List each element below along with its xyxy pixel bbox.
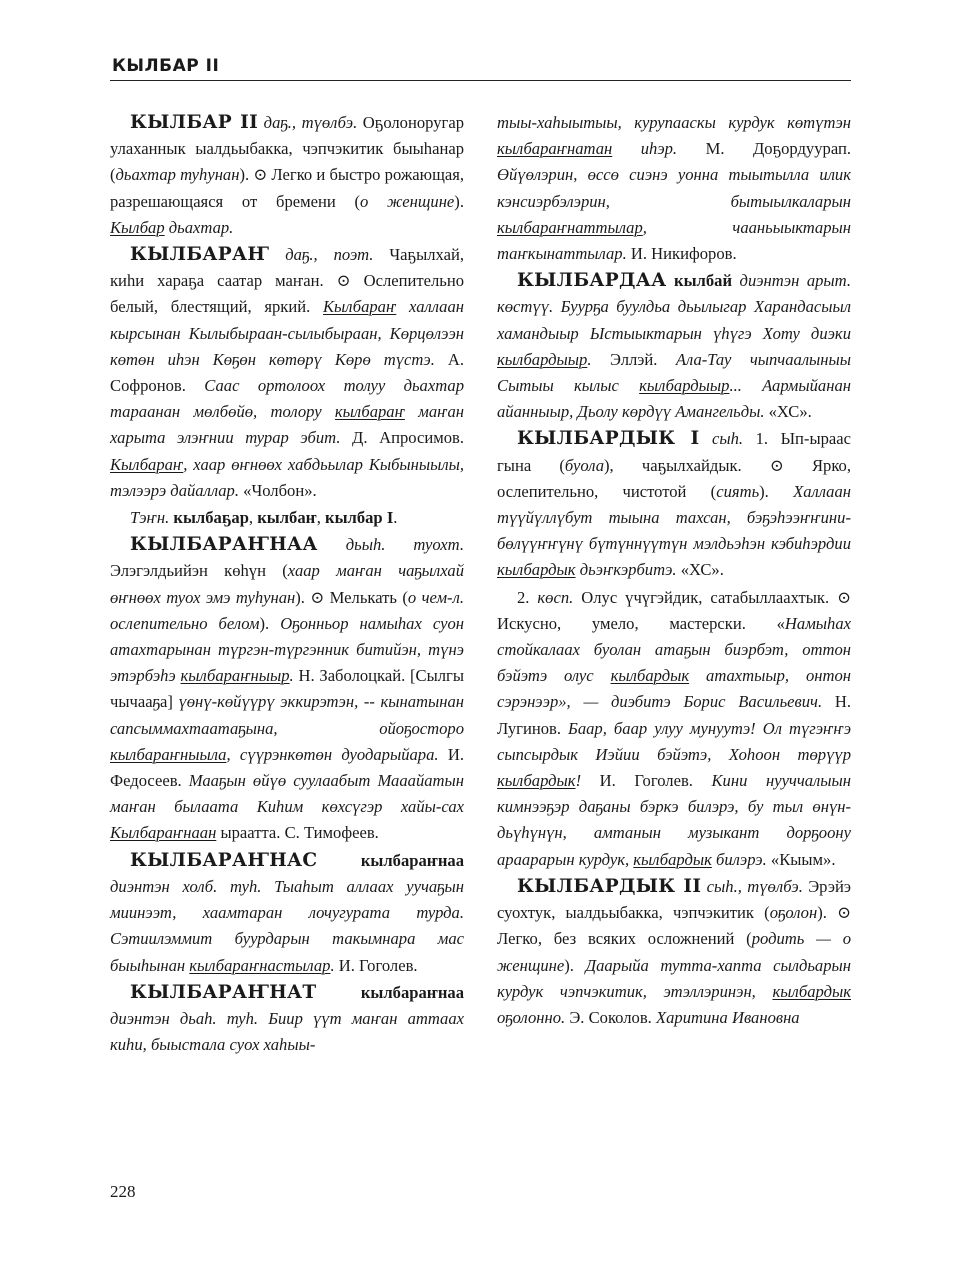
italic-run: Мааҕын өйүө суулаабыт Мааайатын маҥан былаата Киһим көхсүгэр хайы-сах	[110, 771, 464, 817]
example-word-text: кылбараҥнатан	[497, 139, 613, 159]
italic-run: дьахтар туһунан	[115, 165, 240, 185]
italic-run: маҥан харыта элэҥнии турар эбит.	[110, 402, 464, 448]
example-word-text: кылбардыыр	[639, 376, 730, 396]
left-entry	[110, 505, 464, 531]
text-run: И. Никифоров.	[626, 244, 737, 264]
left-entry	[110, 110, 464, 241]
italic-run: родить — о женщине	[497, 929, 851, 975]
example-word-text: кылбардык	[610, 666, 690, 686]
text-run: ).	[759, 481, 794, 501]
example-word	[110, 218, 165, 237]
italic-run: Тэҥн.	[130, 508, 170, 528]
text-run: И. Федосеев.	[110, 744, 464, 791]
left-entry	[110, 980, 464, 1059]
italic-run: сыһ.	[712, 429, 744, 449]
italic-run: оҕолонно.	[497, 1007, 566, 1027]
text-run: 2.	[517, 587, 538, 607]
cross-reference: кылбараҥнаа	[360, 982, 464, 1002]
example-word	[611, 666, 690, 685]
italic-run: Намыһах стойкалаах буолан атаҕын биэрбэт, оттон бэйэтэ олус	[497, 613, 851, 686]
italic-run: көсп.	[537, 587, 574, 607]
text-run: Оҕолоноругар улаханнык ыалдьыбакка, чэпчэкитик быыһанар (	[110, 113, 465, 185]
right-entry	[497, 426, 851, 583]
italic-run: Баар, баар улуу мунуутэ! Ол түгэҥҥэ сыпсырдык Иэйии бэйэтэ, Хоһоон төрүүр	[497, 718, 852, 764]
headword: КЫЛБАРАҤНАТ	[130, 981, 317, 1003]
text-run: ,	[316, 508, 326, 528]
right-entry	[497, 268, 851, 425]
example-word-text: кылбардык	[497, 771, 576, 791]
example-word	[110, 455, 183, 474]
text-run: М. Доҕордуурап.	[677, 139, 851, 159]
example-word-text: кылбардык	[633, 849, 712, 869]
left-column	[110, 110, 464, 1059]
example-word	[497, 560, 576, 579]
example-word-text: кылбараҥнаттылар	[497, 217, 643, 237]
text-run	[699, 429, 712, 448]
italic-run: оҕолон	[769, 903, 818, 923]
text-run: ). ⊙ Легко, без всяких осложнений (	[497, 903, 851, 949]
italic-run: Харитина Ивановна	[655, 1007, 800, 1027]
italic-run: дьахтар.	[164, 217, 234, 237]
text-run: Э. Соколов.	[565, 1007, 656, 1027]
text-run	[269, 245, 285, 264]
headword: КЫЛБАРАҤНАС	[130, 849, 318, 871]
text-run: ,	[248, 508, 258, 528]
text-run: «ХС».	[676, 560, 724, 580]
example-word	[189, 956, 330, 975]
italic-run: , чааньыыктарын таҥкынаттылар.	[497, 217, 851, 264]
text-run: Эллэй.	[591, 349, 676, 369]
italic-run: тыы-хаһыытыы, курупааскы курдук көтүтэн	[497, 113, 851, 132]
italic-run: Даарыйа тутта-хапта сылдьарын курдук чэпчэкитик, этэллэринэн,	[497, 955, 851, 1001]
italic-run: үөнү-көйүүрү эккирэтэн, -- кынатынан сапсыммахтаатаҕына, ойоҕосторо	[110, 692, 464, 738]
italic-run: ... Аармыйанан айанныыр, Дьолу көрдүү Амангельды.	[497, 376, 851, 422]
italic-run: Саас ортолоох толуу дьахтар тараанан мөлбөйө, толору	[110, 376, 464, 422]
italic-run: Ала-Тау чыпчаалыныы Сытыы кылыс	[497, 349, 851, 396]
cross-reference: кылбар I	[325, 508, 394, 528]
italic-run: Оҕонньор намыһах суон атахтарынан түргэн-түргэнник битийэн, түнэ этэрбэһэ	[110, 613, 464, 686]
italic-run: диэнтэн арыт. көстүү. Буурҕа буулдьа дьылыгар Харандасыыл хамандыыр Ыстыыктарын үһүгэ Хоту диэки	[497, 271, 852, 343]
text-run: ). ⊙ Легко и быстро рожающая, разрешающаяся от бремени (	[110, 165, 464, 211]
example-word	[335, 402, 405, 421]
example-word-text: Кылбараҥ	[323, 297, 397, 317]
italic-run: Өйүөлэрин, өссө сиэнэ уонна тыытылла илик кэнсиэрбэлэрин, бытыылкаларын	[497, 165, 851, 211]
text-run: 1. Ып-ыраас гына (	[497, 429, 851, 475]
italic-run: дьэҥкэрбитэ.	[575, 560, 677, 580]
text-run: Олус үчүгэйдик, сатабыллаахтык. ⊙ Искусно, умело, мастерски. «	[497, 587, 852, 633]
text-run: ), чаҕылхайдык. ⊙ Ярко, ослепительно, чистотой (	[497, 455, 851, 501]
example-word-text: Кылбараҥ	[110, 454, 184, 474]
example-word	[110, 745, 226, 764]
text-run: «ХС».	[764, 402, 812, 422]
italic-run: сыһ., түөлбэ.	[706, 876, 803, 896]
italic-run: Кини нууччалыын кимнээҕэр даҕаны бэркэ билэрэ, бу тыл өнүн-дьүһүнүн, амтанын музыкант дорҕоону араарарын курдук,	[497, 771, 852, 869]
right-column	[497, 110, 851, 1032]
text-run: И. Гоголев.	[334, 955, 418, 975]
text-run: ).	[564, 955, 586, 975]
running-head: КЫЛБАР II	[112, 56, 220, 76]
text-run	[316, 983, 360, 1002]
example-word	[772, 982, 851, 1001]
italic-run: сиять	[716, 481, 760, 501]
right-entry	[497, 874, 851, 1031]
text-run: ).	[259, 613, 281, 633]
example-word-text: кылбараҥныыр	[180, 666, 290, 686]
italic-run: .	[289, 666, 294, 686]
text-run: ыраатта. С. Тимофеев.	[216, 823, 379, 843]
text-run: Д. Апросимов.	[340, 428, 464, 448]
headword: КЫЛБАРДАА	[517, 270, 667, 292]
headword: КЫЛБАРАҤНАА	[130, 534, 318, 556]
italic-run: !	[575, 771, 582, 791]
example-word-text: Кылбараҥнаан	[110, 823, 217, 843]
example-word-text: кылбараҥнастылар	[189, 955, 331, 975]
italic-run: Халлаан түүйүллүбут тыына тахсан, бэҕэһээҥҥини-бөлүүҥҥүнү бүтүннүүтүн мэлдьэһэн кэбиһэрдии	[497, 481, 851, 554]
text-run: а]	[159, 692, 179, 712]
text-run	[318, 535, 346, 554]
italic-run: атахтыыр, онтон сэрэнээр», — диэбитэ Борис Васильевич.	[497, 666, 851, 712]
text-run: ).	[454, 191, 464, 211]
text-run: «Чолбон».	[239, 480, 317, 500]
text-run: «Кыым».	[766, 849, 836, 869]
italic-run: диэнтэн дьаһ. туһ. Биир үүт маҥан аттаах киһи, быыстала суох хаһыы-	[110, 1008, 464, 1055]
header-rule	[110, 80, 851, 81]
headword: КЫЛБАРАҤ	[130, 244, 270, 266]
example-word-text: кылбараҥныыла	[110, 744, 227, 764]
example-word	[110, 823, 216, 842]
left-entry	[110, 242, 464, 504]
italic-run: даҕ., түөлбэ.	[263, 113, 358, 132]
text-run	[317, 851, 360, 870]
text-run: Н. Лугинов.	[497, 692, 851, 738]
example-word	[639, 376, 729, 395]
italic-run: буола	[564, 455, 605, 475]
text-run: А. Софронов.	[110, 349, 464, 396]
italic-run: , хаар өҥнөөх хабдьылар Кыбыныылы, тэлээрэ дайаллар.	[110, 454, 464, 500]
italic-run: даҕ., поэт.	[285, 245, 374, 265]
text-run: И. Гоголев.	[581, 771, 712, 791]
example-word	[323, 297, 396, 316]
example-word-text: кылбардык	[772, 981, 851, 1001]
italic-run: ҕ	[152, 692, 160, 712]
italic-run: диэнтэн холб. туһ. Тыаһыт аллаах уучаҕын миинээт, хаамтаран лочугурата турда. Сэтиилэммит буурдарын такымнара мас быыһынан	[110, 876, 464, 975]
italic-run: билэрэ.	[711, 849, 767, 869]
italic-run: халлаан кырсынан Кылыбыраан-сылыбыраан, Көрцөлээн көтөн иһэн Көҕөн көтөрү Көрө түстэ.	[110, 297, 464, 369]
example-word	[497, 771, 576, 790]
example-word	[181, 666, 290, 685]
text-run: ). ⊙ Мелькать (	[295, 587, 408, 607]
italic-run: о женщине	[360, 191, 455, 211]
left-entry	[110, 848, 464, 979]
headword: КЫЛБАРДЫК I	[517, 428, 700, 450]
example-word	[497, 139, 612, 158]
example-word-text: кылбардык	[497, 560, 576, 580]
cross-reference: кылбаҕар	[173, 508, 249, 528]
example-word-text: кылбардыыр	[497, 349, 588, 369]
example-word-text: кылбараҥ	[334, 402, 405, 422]
text-run: Эрэйэ суохтук, ыалдьыбакка, чэпчэкитик (	[497, 876, 852, 923]
right-entry	[497, 110, 851, 267]
headword: КЫЛБАРДЫК II	[517, 875, 702, 897]
italic-run: .	[587, 349, 592, 369]
text-run: Н. Заболоцкай. [Сылгы чычаа	[110, 666, 464, 712]
italic-run: о чем-л. ослепительно белом	[110, 587, 464, 633]
right-entry	[497, 585, 851, 873]
cross-reference: кылбараҥнаа	[360, 850, 464, 870]
left-entry	[110, 532, 464, 846]
headword: КЫЛБАР II	[130, 112, 259, 133]
italic-run: .	[330, 955, 335, 975]
example-word	[497, 350, 587, 369]
italic-run: дьыһ. туохт.	[345, 535, 464, 555]
italic-run: хаар маҥан чаҕылхай өҥнөөх туох эмэ туһунан	[110, 561, 464, 607]
example-word	[633, 850, 712, 869]
text-run	[667, 271, 675, 290]
page-number: 228	[110, 1182, 136, 1201]
text-run	[732, 271, 740, 290]
italic-run: иһэр.	[612, 139, 678, 159]
text-run: Элэгэлдьийэн көһүн (	[110, 561, 288, 581]
example-word-text: Кылбар	[110, 217, 165, 237]
italic-run: , сүүрэнкөтөн дуодарыйара.	[226, 744, 439, 764]
text-run: .	[393, 508, 398, 528]
cross-reference: кылбаҥ	[257, 508, 317, 528]
cross-reference: кылбай	[674, 271, 733, 291]
example-word	[497, 218, 643, 237]
text-run: Чаҕылхай, киһи хараҕа саатар маҥан. ⊙ Ослепительно белый, блестящий, яркий.	[110, 245, 464, 317]
